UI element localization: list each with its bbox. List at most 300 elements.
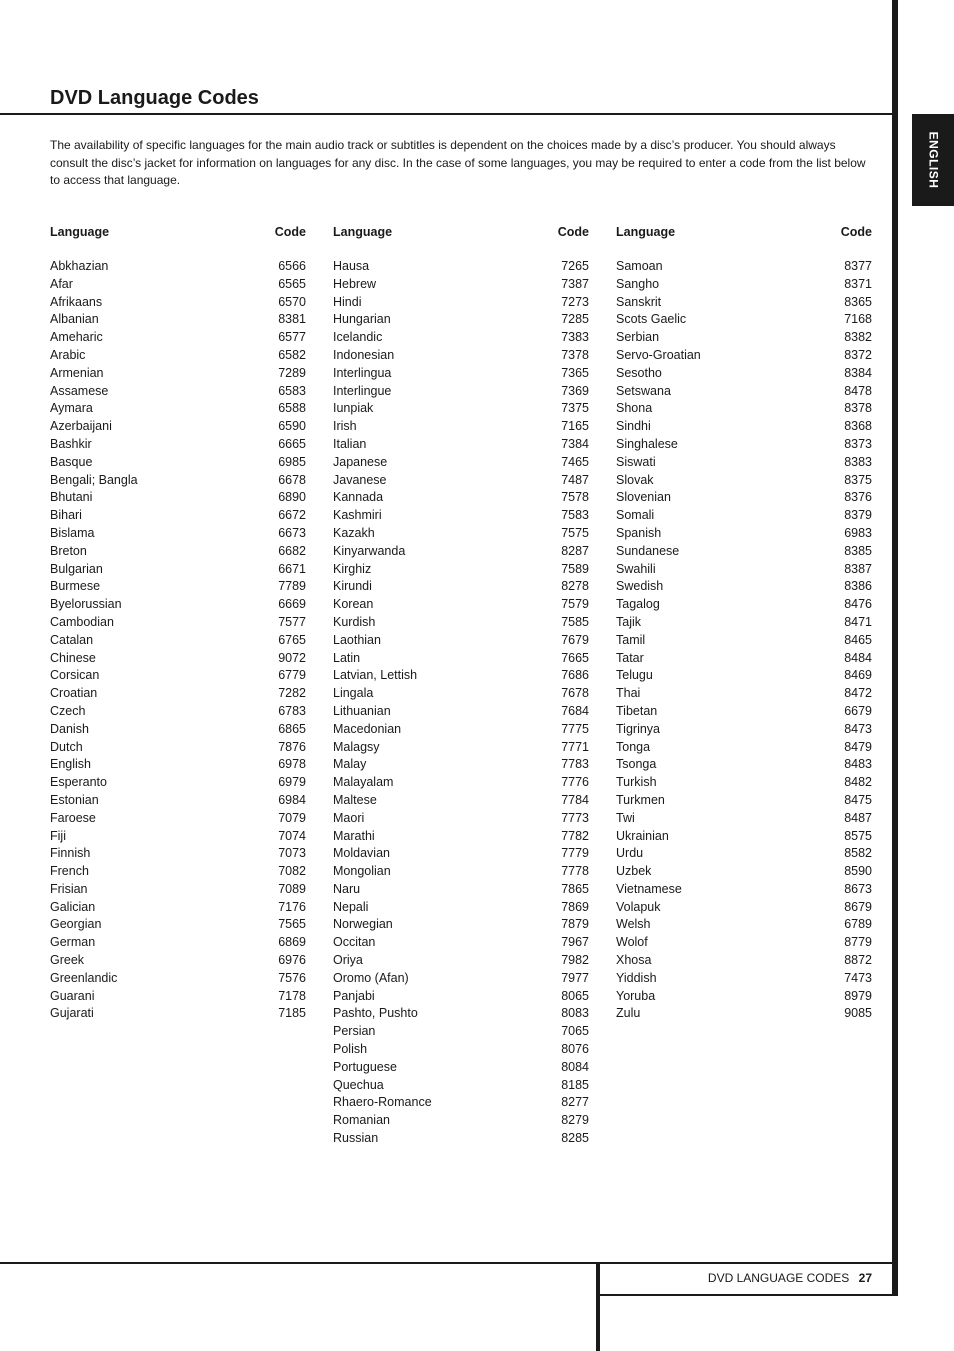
language-code: 6865 bbox=[278, 721, 306, 736]
language-row bbox=[50, 311, 306, 329]
language-code: 6672 bbox=[278, 508, 306, 523]
language-row bbox=[50, 970, 306, 988]
language-code: 6869 bbox=[278, 935, 306, 950]
language-code: 8469 bbox=[844, 668, 872, 683]
language-row bbox=[50, 881, 306, 899]
language-name: Scots Gaelic bbox=[616, 312, 687, 327]
language-code: 7577 bbox=[278, 614, 306, 629]
language-code: 7967 bbox=[561, 935, 589, 950]
language-code: 7783 bbox=[561, 757, 589, 772]
language-code: 6789 bbox=[844, 917, 872, 932]
language-name: Macedonian bbox=[333, 721, 402, 736]
language-name: Galician bbox=[50, 899, 96, 914]
language-row bbox=[50, 685, 306, 703]
language-code: 6566 bbox=[278, 259, 306, 273]
language-name: Hebrew bbox=[333, 276, 377, 291]
language-name: Faroese bbox=[50, 810, 96, 825]
language-row bbox=[616, 258, 872, 276]
language-code: 7789 bbox=[278, 579, 306, 594]
language-row bbox=[333, 703, 589, 721]
language-code: 7782 bbox=[561, 828, 589, 843]
language-code: 7578 bbox=[561, 490, 589, 505]
language-code: 7778 bbox=[561, 864, 589, 879]
language-code: 7565 bbox=[278, 917, 306, 932]
language-row bbox=[616, 863, 872, 881]
language-code: 7282 bbox=[278, 686, 306, 701]
language-row bbox=[616, 276, 872, 294]
language-row bbox=[333, 561, 589, 579]
language-row bbox=[50, 614, 306, 632]
language-code: 6783 bbox=[278, 703, 306, 718]
language-name: Croatian bbox=[50, 686, 98, 701]
language-name: Sundanese bbox=[616, 543, 680, 558]
language-code: 8482 bbox=[844, 775, 872, 790]
language-row bbox=[616, 828, 872, 846]
language-name: Ameharic bbox=[50, 330, 103, 345]
language-name: Frisian bbox=[50, 881, 88, 896]
language-name: Shona bbox=[616, 401, 653, 416]
language-name: French bbox=[50, 864, 89, 879]
language-code: 6590 bbox=[278, 419, 306, 434]
language-row bbox=[50, 792, 306, 810]
page-number: 27 bbox=[858, 1271, 872, 1285]
language-name: Fiji bbox=[50, 828, 66, 843]
language-row bbox=[616, 739, 872, 757]
language-code: 8379 bbox=[844, 508, 872, 523]
language-code: 6582 bbox=[278, 347, 306, 362]
language-name: Ukrainian bbox=[616, 828, 669, 843]
language-row bbox=[333, 294, 589, 312]
language-code: 6583 bbox=[278, 383, 306, 398]
language-code: 8377 bbox=[844, 259, 872, 273]
language-name: Armenian bbox=[50, 365, 104, 380]
language-column-3 bbox=[616, 223, 872, 1023]
language-name: Dutch bbox=[50, 739, 83, 754]
language-name: Kannada bbox=[333, 490, 384, 505]
language-code: 7575 bbox=[561, 525, 589, 540]
language-row bbox=[616, 810, 872, 828]
language-name: Sesotho bbox=[616, 365, 662, 380]
language-name: Kurdish bbox=[333, 614, 376, 629]
language-row bbox=[616, 988, 872, 1006]
language-row bbox=[333, 1059, 589, 1077]
language-row bbox=[616, 454, 872, 472]
language-code: 8381 bbox=[278, 312, 306, 327]
language-name: Urdu bbox=[616, 846, 644, 861]
language-row bbox=[333, 1005, 589, 1023]
language-name: Bashkir bbox=[50, 436, 92, 451]
language-row bbox=[50, 828, 306, 846]
language-code: 6765 bbox=[278, 632, 306, 647]
language-code: 7073 bbox=[278, 846, 306, 861]
language-code: 8979 bbox=[844, 988, 872, 1003]
language-code: 8371 bbox=[844, 276, 872, 291]
language-row bbox=[333, 1077, 589, 1095]
code-header: Code bbox=[557, 225, 589, 239]
language-code: 6671 bbox=[278, 561, 306, 576]
language-row bbox=[333, 792, 589, 810]
language-row bbox=[333, 1094, 589, 1112]
language-row bbox=[50, 294, 306, 312]
language-name: Interlingua bbox=[333, 365, 392, 380]
language-name: Guarani bbox=[50, 988, 95, 1003]
language-name: Kazakh bbox=[333, 525, 375, 540]
language-code: 8279 bbox=[561, 1113, 589, 1128]
language-code: 6979 bbox=[278, 775, 306, 790]
language-row bbox=[333, 276, 589, 294]
language-name: Maori bbox=[333, 810, 365, 825]
language-name: Occitan bbox=[333, 935, 376, 950]
language-name: Abkhazian bbox=[50, 259, 109, 273]
language-name: Tatar bbox=[616, 650, 644, 665]
language-row bbox=[333, 899, 589, 917]
language-row bbox=[616, 721, 872, 739]
language-column-2 bbox=[333, 223, 589, 1148]
language-name: Afar bbox=[50, 276, 73, 291]
language-name: Albanian bbox=[50, 312, 99, 327]
page-title: DVD Language Codes bbox=[50, 87, 259, 109]
language-name: Iunpiak bbox=[333, 401, 374, 416]
language-code: 8478 bbox=[844, 383, 872, 398]
language-row bbox=[616, 952, 872, 970]
language-name: Chinese bbox=[50, 650, 96, 665]
language-code: 8387 bbox=[844, 561, 872, 576]
language-code: 7285 bbox=[561, 312, 589, 327]
language-code: 7089 bbox=[278, 881, 306, 896]
language-name: Byelorussian bbox=[50, 597, 122, 612]
language-name: Bihari bbox=[50, 508, 82, 523]
language-name: Japanese bbox=[333, 454, 388, 469]
language-row bbox=[50, 632, 306, 650]
language-row bbox=[616, 561, 872, 579]
language-row bbox=[50, 899, 306, 917]
column-header bbox=[616, 223, 872, 241]
language-code: 7784 bbox=[561, 792, 589, 807]
language-name: Yoruba bbox=[616, 988, 656, 1003]
language-code: 7776 bbox=[561, 775, 589, 790]
language-name: Malagsy bbox=[333, 739, 380, 754]
language-code: 8471 bbox=[844, 614, 872, 629]
language-name: Marathi bbox=[333, 828, 375, 843]
language-name: Swahili bbox=[616, 561, 656, 576]
code-header: Code bbox=[840, 225, 872, 239]
language-code: 7773 bbox=[561, 810, 589, 825]
language-row bbox=[333, 311, 589, 329]
language-code: 6669 bbox=[278, 597, 306, 612]
footer-vertical-bar bbox=[596, 1262, 600, 1351]
language-row bbox=[616, 418, 872, 436]
language-code: 8679 bbox=[844, 899, 872, 914]
language-code: 8365 bbox=[844, 294, 872, 309]
language-row bbox=[333, 667, 589, 685]
language-name: Hausa bbox=[333, 259, 370, 273]
language-code: 8372 bbox=[844, 347, 872, 362]
language-code: 6976 bbox=[278, 953, 306, 968]
language-name: Xhosa bbox=[616, 953, 652, 968]
language-name: Catalan bbox=[50, 632, 94, 647]
language-row bbox=[50, 845, 306, 863]
language-row bbox=[50, 418, 306, 436]
language-code: 8872 bbox=[844, 953, 872, 968]
language-code: 7771 bbox=[561, 739, 589, 754]
language-row bbox=[333, 454, 589, 472]
language-side-tab bbox=[912, 114, 954, 206]
language-code: 7678 bbox=[561, 686, 589, 701]
language-code: 7369 bbox=[561, 383, 589, 398]
language-name: Tamil bbox=[616, 632, 646, 647]
language-row bbox=[50, 703, 306, 721]
language-row bbox=[333, 489, 589, 507]
language-name: Irish bbox=[333, 419, 357, 434]
language-name: Vietnamese bbox=[616, 881, 682, 896]
language-row bbox=[616, 489, 872, 507]
language-code: 7378 bbox=[561, 347, 589, 362]
language-code: 7977 bbox=[561, 970, 589, 985]
language-name: Oriya bbox=[333, 953, 363, 968]
column-header bbox=[333, 223, 589, 241]
language-row bbox=[616, 934, 872, 952]
language-column-1 bbox=[50, 223, 306, 1023]
language-row bbox=[616, 436, 872, 454]
language-name: Telugu bbox=[616, 668, 653, 683]
language-code: 7178 bbox=[278, 988, 306, 1003]
language-code: 8779 bbox=[844, 935, 872, 950]
language-name: Slovak bbox=[616, 472, 654, 487]
language-code: 8384 bbox=[844, 365, 872, 380]
language-name: Esperanto bbox=[50, 775, 107, 790]
language-name: Malay bbox=[333, 757, 367, 772]
language-row bbox=[50, 276, 306, 294]
language-row bbox=[616, 774, 872, 792]
language-name: Interlingue bbox=[333, 383, 392, 398]
language-name: Slovenian bbox=[616, 490, 671, 505]
language-rows bbox=[616, 258, 872, 1023]
language-code: 6978 bbox=[278, 757, 306, 772]
language-name: Mongolian bbox=[333, 864, 391, 879]
language-name: Laothian bbox=[333, 632, 381, 647]
language-row bbox=[616, 507, 872, 525]
language-code: 7176 bbox=[278, 899, 306, 914]
language-name: Portuguese bbox=[333, 1059, 397, 1074]
language-row bbox=[333, 329, 589, 347]
language-name: Norwegian bbox=[333, 917, 393, 932]
language-code: 8378 bbox=[844, 401, 872, 416]
language-name: Latvian, Lettish bbox=[333, 668, 418, 683]
language-name: Azerbaijani bbox=[50, 419, 112, 434]
language-row bbox=[50, 436, 306, 454]
language-code: 6673 bbox=[278, 525, 306, 540]
language-name: Javanese bbox=[333, 472, 387, 487]
language-code: 8383 bbox=[844, 454, 872, 469]
language-row bbox=[333, 436, 589, 454]
language-name: Arabic bbox=[50, 347, 86, 362]
language-name: Greenlandic bbox=[50, 970, 118, 985]
language-code: 8590 bbox=[844, 864, 872, 879]
language-row bbox=[333, 916, 589, 934]
language-name: Tonga bbox=[616, 739, 651, 754]
language-code: 7375 bbox=[561, 401, 589, 416]
language-code: 7168 bbox=[844, 312, 872, 327]
language-code: 8484 bbox=[844, 650, 872, 665]
language-row bbox=[616, 970, 872, 988]
language-row bbox=[616, 703, 872, 721]
column-header bbox=[50, 223, 306, 241]
language-row bbox=[50, 863, 306, 881]
language-name: Afrikaans bbox=[50, 294, 103, 309]
language-row bbox=[50, 756, 306, 774]
language-row bbox=[616, 845, 872, 863]
language-row bbox=[333, 756, 589, 774]
language-code: 8084 bbox=[561, 1059, 589, 1074]
language-code: 8368 bbox=[844, 419, 872, 434]
language-code: 8065 bbox=[561, 988, 589, 1003]
language-name: Icelandic bbox=[333, 330, 383, 345]
language-code: 8673 bbox=[844, 881, 872, 896]
language-name: Burmese bbox=[50, 579, 101, 594]
language-row bbox=[616, 650, 872, 668]
language-row bbox=[616, 294, 872, 312]
language-name: Cambodian bbox=[50, 614, 114, 629]
language-code: 8385 bbox=[844, 543, 872, 558]
language-name: Georgian bbox=[50, 917, 102, 932]
language-code: 6983 bbox=[844, 525, 872, 540]
language-row bbox=[50, 383, 306, 401]
language-row bbox=[333, 525, 589, 543]
language-name: Uzbek bbox=[616, 864, 652, 879]
language-code: 6588 bbox=[278, 401, 306, 416]
language-name: Bislama bbox=[50, 525, 95, 540]
language-code: 9085 bbox=[844, 1006, 872, 1021]
language-row bbox=[333, 934, 589, 952]
language-row bbox=[333, 596, 589, 614]
language-rows bbox=[50, 258, 306, 1023]
language-name: Czech bbox=[50, 703, 86, 718]
language-code: 8083 bbox=[561, 1006, 589, 1021]
language-code: 6565 bbox=[278, 276, 306, 291]
language-code: 7465 bbox=[561, 454, 589, 469]
language-row bbox=[616, 614, 872, 632]
language-name: Volapuk bbox=[616, 899, 661, 914]
language-code: 7265 bbox=[561, 259, 589, 273]
language-row bbox=[50, 952, 306, 970]
language-code: 6985 bbox=[278, 454, 306, 469]
language-name: Thai bbox=[616, 686, 641, 701]
language-row bbox=[616, 881, 872, 899]
language-code: 7686 bbox=[561, 668, 589, 683]
language-code: 7387 bbox=[561, 276, 589, 291]
language-row bbox=[333, 258, 589, 276]
language-code: 8476 bbox=[844, 597, 872, 612]
language-name: Yiddish bbox=[616, 970, 657, 985]
language-code: 7082 bbox=[278, 864, 306, 879]
footer-rule bbox=[598, 1294, 898, 1296]
language-name: Wolof bbox=[616, 935, 648, 950]
language-name: Siswati bbox=[616, 454, 656, 469]
language-code: 8382 bbox=[844, 330, 872, 345]
language-row bbox=[333, 400, 589, 418]
language-row bbox=[616, 596, 872, 614]
language-code: 7775 bbox=[561, 721, 589, 736]
language-name: Russian bbox=[333, 1131, 379, 1146]
language-name: Pashto, Pushto bbox=[333, 1006, 418, 1021]
language-name: Aymara bbox=[50, 401, 93, 416]
language-code: 7384 bbox=[561, 436, 589, 451]
language-name: Serbian bbox=[616, 330, 660, 345]
language-name: Servo-Groatian bbox=[616, 347, 701, 362]
language-name: Lithuanian bbox=[333, 703, 391, 718]
language-code: 8278 bbox=[561, 579, 589, 594]
language-code: 8285 bbox=[561, 1131, 589, 1146]
language-name: Finnish bbox=[50, 846, 91, 861]
language-code: 7289 bbox=[278, 365, 306, 380]
language-row bbox=[50, 667, 306, 685]
language-row bbox=[50, 810, 306, 828]
language-name: Spanish bbox=[616, 525, 662, 540]
language-name: Lingala bbox=[333, 686, 374, 701]
language-name: Hindi bbox=[333, 294, 362, 309]
language-name: Korean bbox=[333, 597, 374, 612]
language-code: 8582 bbox=[844, 846, 872, 861]
language-rows bbox=[333, 258, 589, 1148]
language-row bbox=[333, 685, 589, 703]
language-code: 6890 bbox=[278, 490, 306, 505]
language-row bbox=[333, 845, 589, 863]
language-row bbox=[333, 774, 589, 792]
language-row bbox=[50, 578, 306, 596]
footer-section-label: DVD LANGUAGE CODES bbox=[707, 1271, 850, 1285]
language-code: 6577 bbox=[278, 330, 306, 345]
language-name: Tigrinya bbox=[616, 721, 660, 736]
language-name: Turkmen bbox=[616, 792, 665, 807]
language-name: Panjabi bbox=[333, 988, 375, 1003]
language-code: 6984 bbox=[278, 792, 306, 807]
language-code: 8076 bbox=[561, 1042, 589, 1057]
side-tab-label: ENGLISH bbox=[926, 131, 940, 189]
language-code: 8375 bbox=[844, 472, 872, 487]
language-name: Breton bbox=[50, 543, 87, 558]
language-row bbox=[616, 400, 872, 418]
language-row bbox=[333, 881, 589, 899]
language-row bbox=[50, 258, 306, 276]
language-name: Zulu bbox=[616, 1006, 641, 1021]
language-row bbox=[333, 810, 589, 828]
language-row bbox=[333, 952, 589, 970]
language-row bbox=[616, 543, 872, 561]
language-row bbox=[616, 472, 872, 490]
language-code: 8575 bbox=[844, 828, 872, 843]
language-name: Maltese bbox=[333, 792, 377, 807]
language-row bbox=[616, 329, 872, 347]
language-name: Bhutani bbox=[50, 490, 93, 505]
language-row bbox=[333, 347, 589, 365]
language-code: 7079 bbox=[278, 810, 306, 825]
language-row bbox=[50, 525, 306, 543]
language-name: Naru bbox=[333, 881, 361, 896]
language-row bbox=[50, 400, 306, 418]
language-code: 7074 bbox=[278, 828, 306, 843]
language-row bbox=[333, 1041, 589, 1059]
language-code: 7165 bbox=[561, 419, 589, 434]
language-name: Sangho bbox=[616, 276, 660, 291]
language-name: Basque bbox=[50, 454, 93, 469]
language-row bbox=[333, 863, 589, 881]
language-code: 8373 bbox=[844, 436, 872, 451]
language-row bbox=[50, 1005, 306, 1023]
language-code: 6665 bbox=[278, 436, 306, 451]
language-row bbox=[333, 721, 589, 739]
language-name: Indonesian bbox=[333, 347, 395, 362]
language-row bbox=[333, 383, 589, 401]
